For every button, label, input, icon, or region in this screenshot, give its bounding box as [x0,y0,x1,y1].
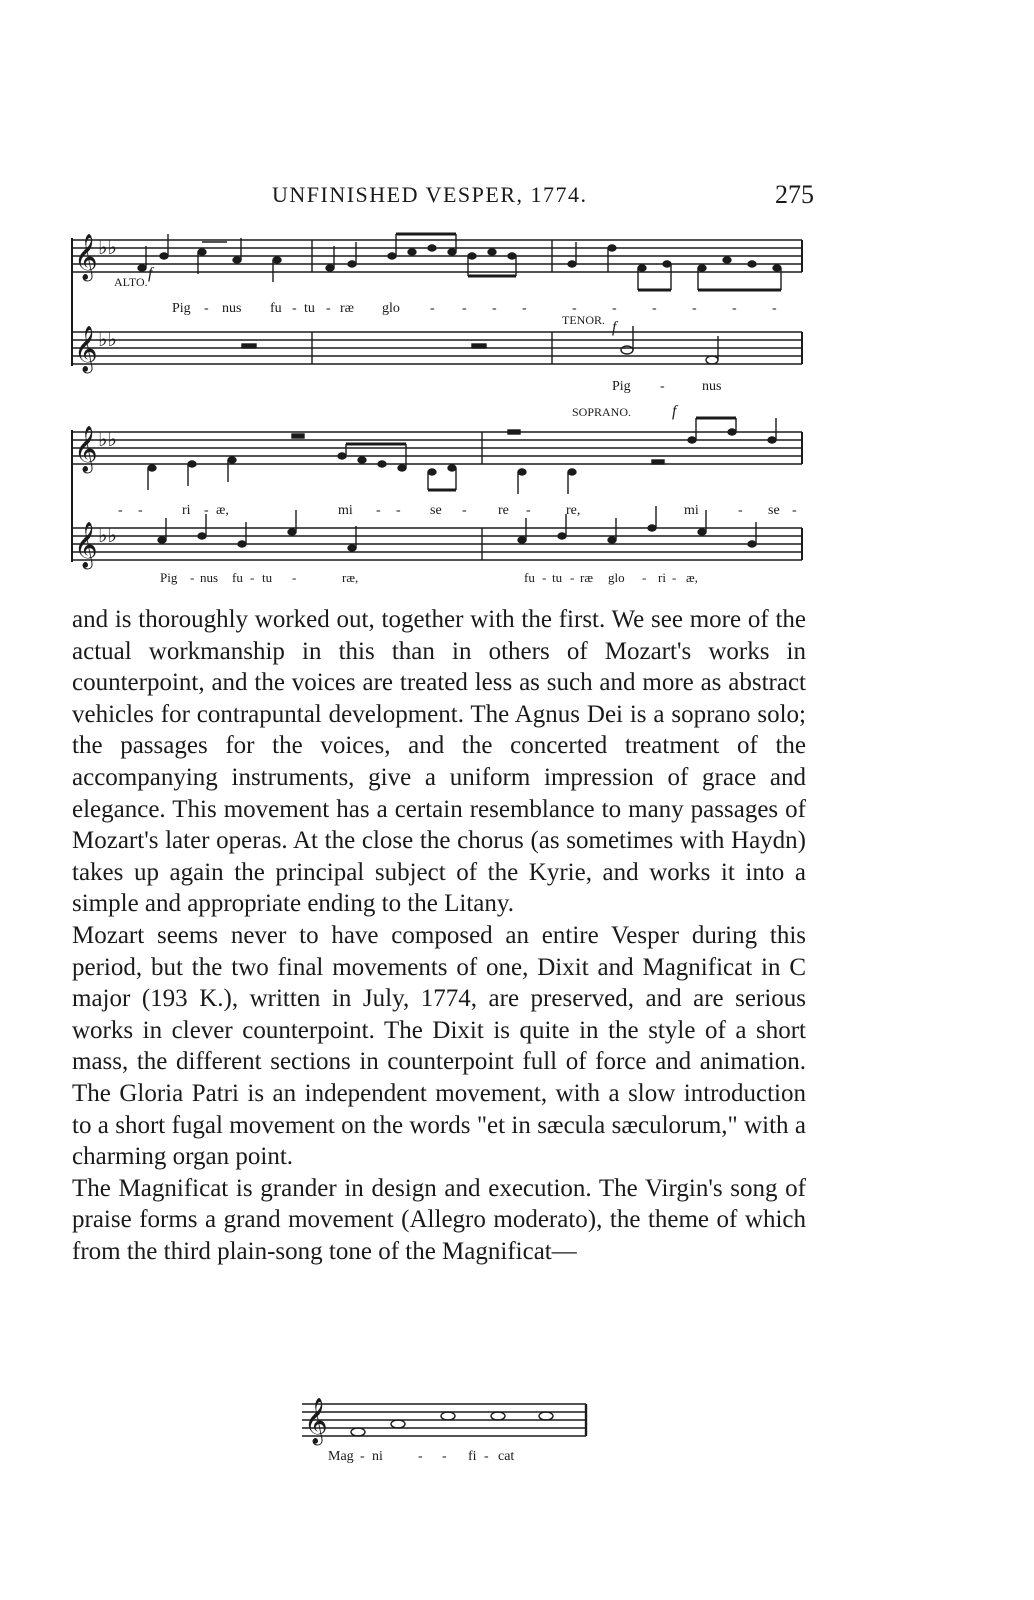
lyric-syllable: - [462,301,467,316]
magnificat-theme [298,1390,598,1470]
lyric-syllable: re, [566,503,581,518]
lyric-syllable: cat [498,1449,515,1464]
lyric-syllable: - [570,570,575,585]
lyric-syllable: - [442,1449,447,1464]
lyric-syllable: se [768,503,780,518]
lyric-syllable: Pig [160,570,178,585]
paragraph: The Magnificat is grander in design and execution. The Virgin's song of praise forms a grand movement (Allegro moderato), the theme of which from the third plain-song tone of the Magnificat— [72,1174,806,1265]
body-text [72,604,806,1267]
score-system-1-svg [52,228,812,398]
treble-clef-icon: 𝄞 [74,234,98,279]
lyric-syllable: - [572,301,577,316]
lyric-syllable: ræ [340,301,354,316]
lyrics-system-1-upper [172,301,777,316]
magnificat-staff-svg [298,1390,598,1470]
lyric-syllable: - [360,1449,365,1464]
lyric-syllable: ri [658,570,666,585]
lyric-syllable: - [612,301,617,316]
dynamic-marking: f [672,403,677,420]
treble-clef-icon: 𝄞 [74,326,98,371]
lyric-syllable: - [204,503,209,518]
dynamic-marking: f [148,265,153,282]
dynamic-marking: f [612,319,617,336]
lyric-syllable: - [792,503,797,518]
lyric-syllable: nus [200,570,219,585]
lyric-syllable: - [484,1449,489,1464]
lyric-syllable: mi [338,503,353,518]
flat-icon: ♭♭ [98,237,117,259]
music-system-2 [52,404,812,590]
lyric-syllable: - [462,503,467,518]
lyric-syllable: æ, [216,503,229,518]
lyric-syllable: ri [182,503,191,518]
lyric-syllable: - [672,570,677,585]
lyric-syllable: - [660,379,665,394]
voice-label-soprano: SOPRANO. [572,405,632,419]
treble-clef-icon: 𝄞 [74,522,98,567]
treble-clef-icon: 𝄞 [74,426,98,471]
lyric-syllable: tu [552,570,563,585]
lyric-syllable: ræ, [342,570,359,585]
lyric-syllable: re [498,503,509,518]
lyric-syllable: Mag [328,1449,354,1464]
lyric-syllable: fu [270,301,282,316]
lyric-syllable: - [492,301,497,316]
lyric-syllable: nus [222,301,242,316]
lyric-syllable: nus [702,379,722,394]
lyric-syllable: - [642,570,647,585]
flat-icon: ♭♭ [98,525,117,547]
lyric-syllable: - [418,1449,423,1464]
lyrics-system-2-lower [160,570,698,585]
lyric-syllable: - [526,503,531,518]
lyric-syllable: - [732,301,737,316]
lyric-syllable: se [430,503,442,518]
lyric-syllable: - [430,301,435,316]
lyric-syllable: - [542,570,547,585]
lyric-syllable: tu [262,570,273,585]
lyric-syllable: - [250,570,255,585]
lyric-syllable: - [396,503,401,518]
lyric-syllable: æ, [686,570,698,585]
lyric-syllable: tu [304,301,315,316]
music-system-1 [52,228,812,398]
lyric-syllable: Pig [612,379,631,394]
page-number: 275 [775,180,814,209]
lyrics-system-1-lower [612,379,721,394]
magnificat-lyrics [328,1449,514,1464]
lyric-syllable: glo [382,301,400,316]
lyric-syllable: ræ [580,570,593,585]
paragraph: Mozart seems never to have composed an entire Vesper during this period, but the two final movements of one, Dixit and Magnificat in C major (193 K.), written in July, 1774, are preserved, and are serious works in clever counterpoint. The Dixit is quite in the style of a short mass, the different sections in counterpoint full of force and animation. The Gloria Patri is an independent movement, with a slow introduction to a short fugal movement on the words "et in sæcula sæculorum," with a charming organ point. [72,921,806,1171]
lyric-syllable: fu [232,570,243,585]
flat-icon: ♭♭ [98,329,117,351]
lyric-syllable: fi [468,1449,477,1464]
lyric-syllable: - [292,301,297,316]
lyric-syllable: ni [372,1449,383,1464]
lyric-syllable: - [292,570,297,585]
running-title: UNFINISHED VESPER, 1774. [272,182,588,207]
lyric-syllable: - [326,301,331,316]
page-header [72,178,814,218]
lyric-syllable: Pig [172,301,191,316]
lyric-syllable: fu [524,570,535,585]
lyric-syllable: - [376,503,381,518]
lyric-syllable: mi [684,503,699,518]
lyric-syllable: - [692,301,697,316]
lyric-syllable: - [772,301,777,316]
lyric-syllable: - [738,503,743,518]
lyric-syllable: - [652,301,657,316]
voice-label-tenor: TENOR. [562,313,605,327]
treble-clef-icon: 𝄞 [304,1398,328,1443]
lyric-syllable: - [118,503,123,518]
lyric-syllable: glo [608,570,625,585]
score-system-2-svg [52,404,812,590]
flat-icon: ♭♭ [98,429,117,451]
lyric-syllable: - [522,301,527,316]
paragraph: and is thoroughly worked out, together with the first. We see more of the actual workmanship in this than in others of Mozart's works in counterpoint, and the voices are treated less as such and more as abstract vehicles for contrapuntal development. The Agnus Dei is a soprano solo; the passages for the voices, and the concerted treatment of the accompanying instruments, give a uniform impression of grace and elegance. This movement has a certain resemblance to many passages of Mozart's later operas. At the close the chorus (as sometimes with Haydn) takes up again the principal subject of the Kyrie, and works it into a simple and appropriate ending to the Litany. [72,606,806,918]
lyric-syllable: - [190,570,195,585]
lyric-syllable: - [138,503,143,518]
lyrics-system-2-upper [118,503,797,518]
voice-label-alto: ALTO. [114,275,148,289]
lyric-syllable: - [204,301,209,316]
